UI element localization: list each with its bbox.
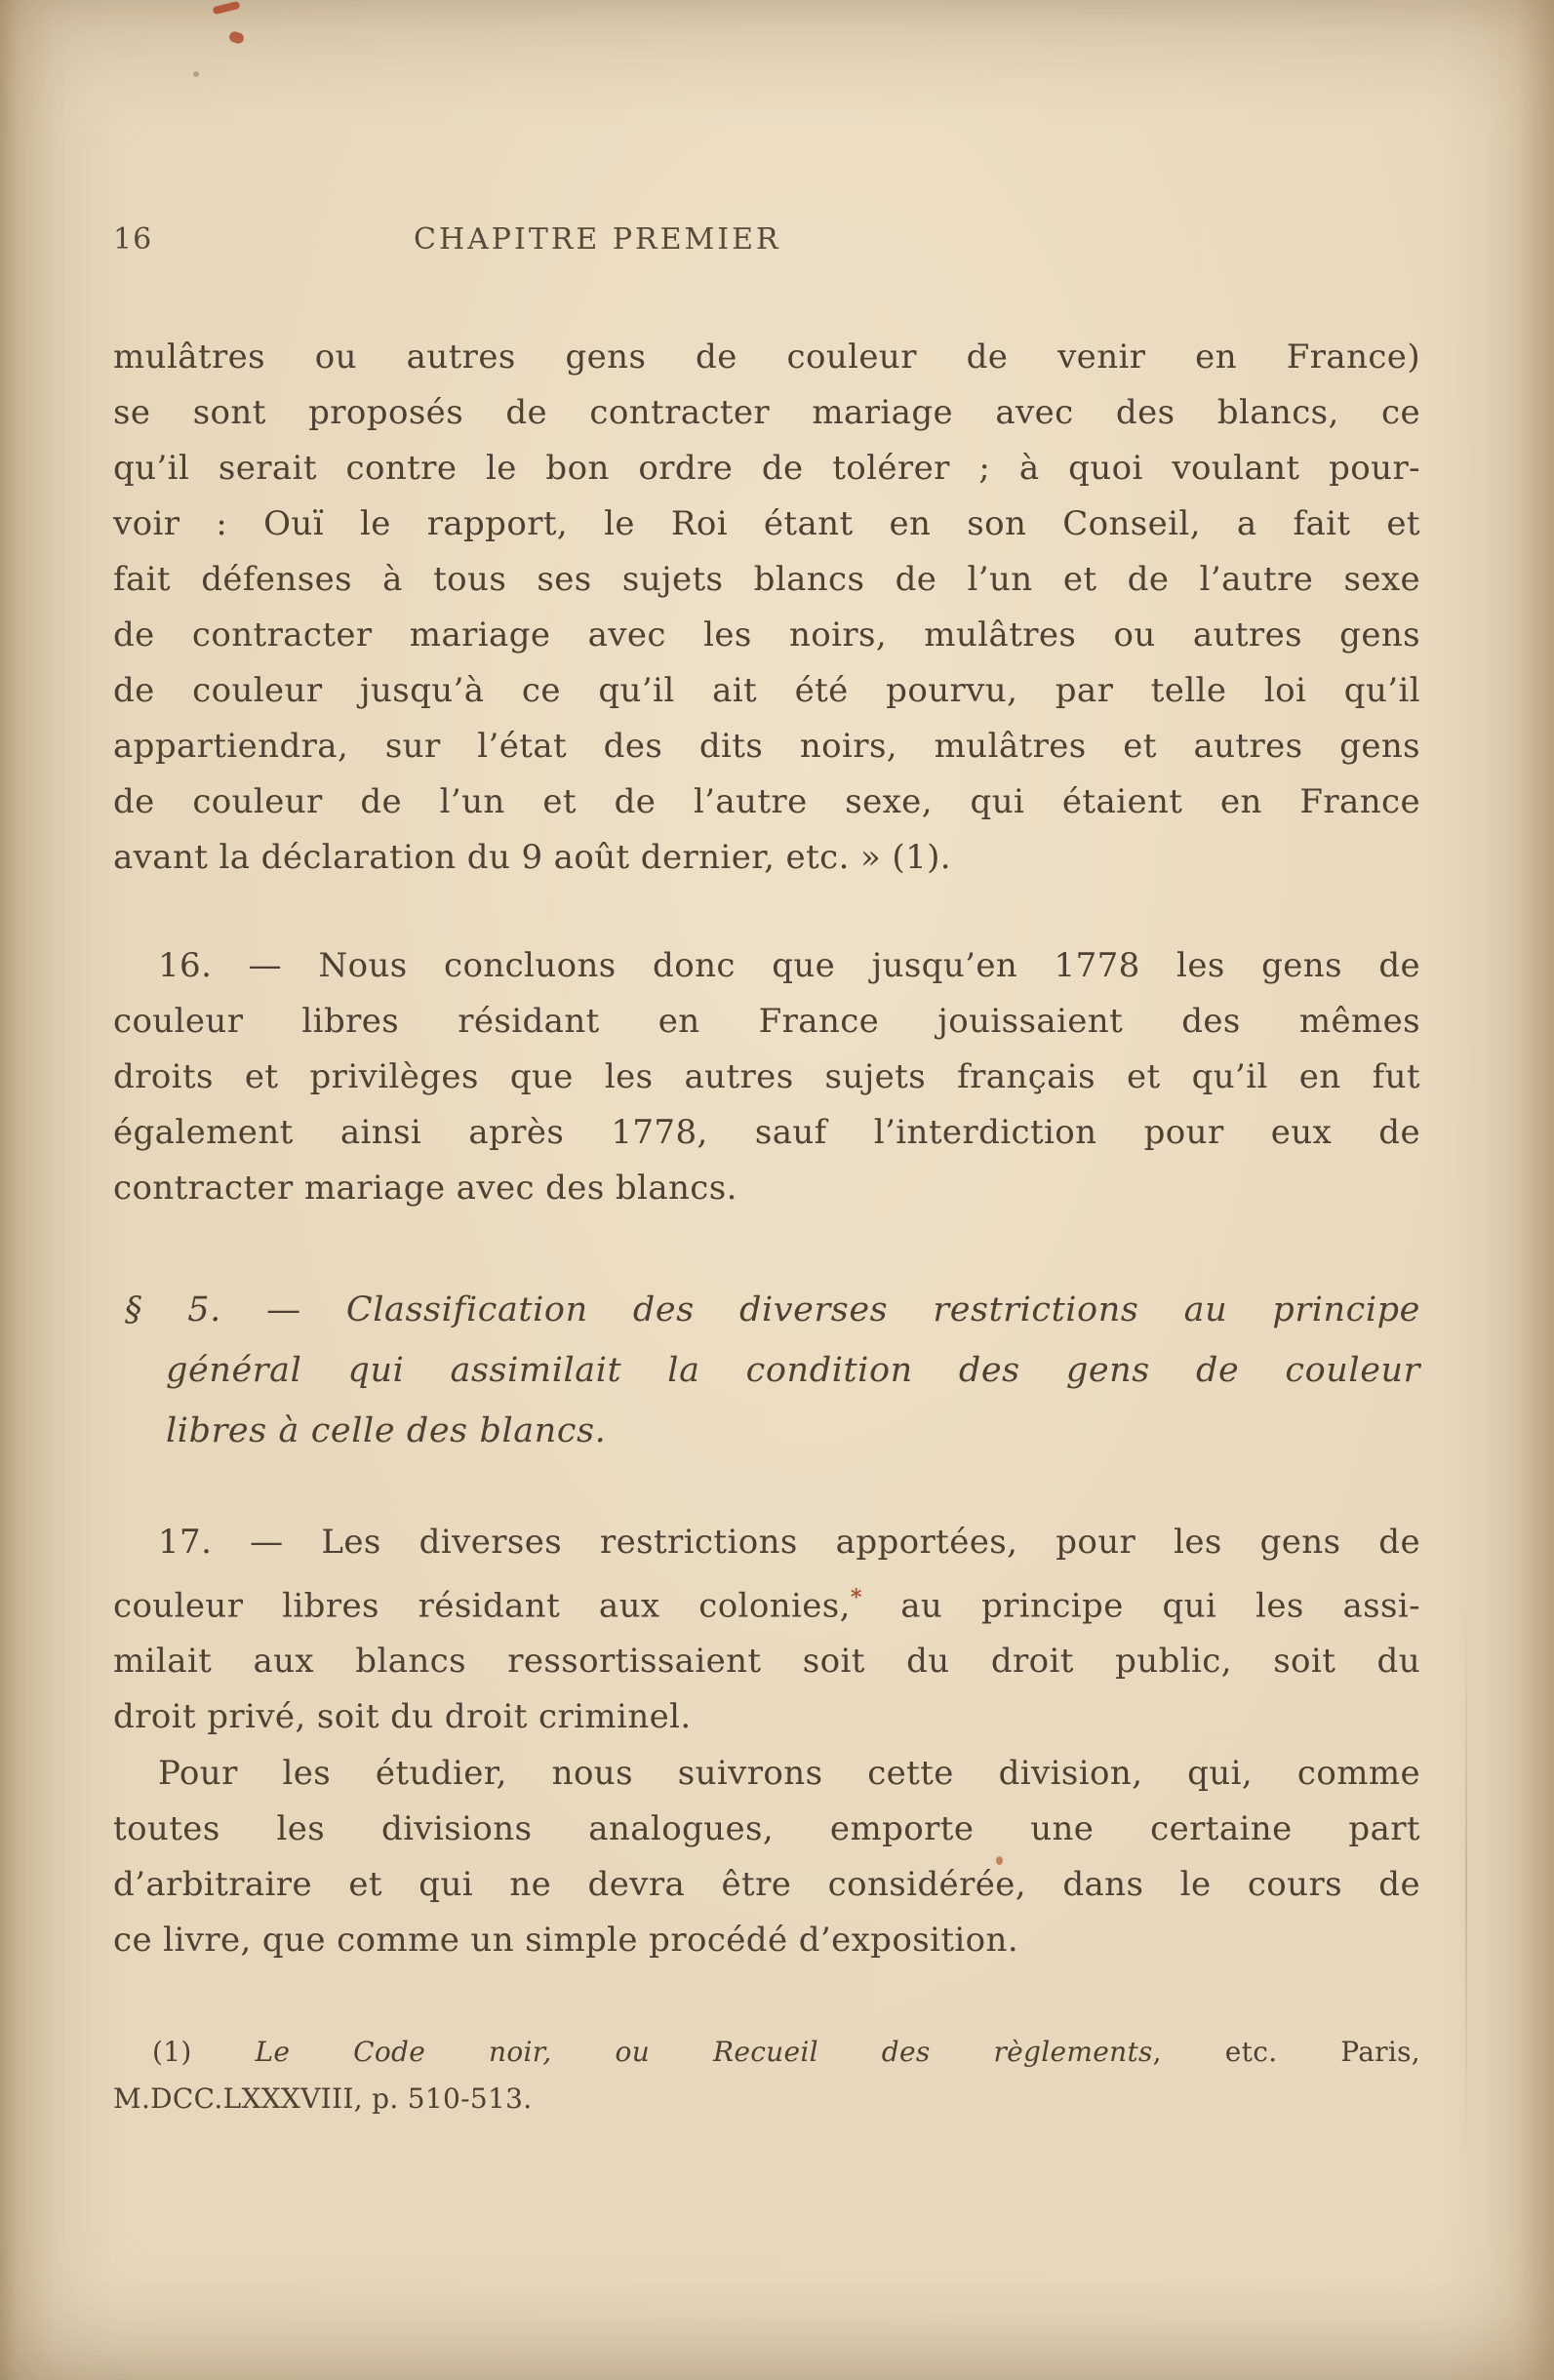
text-line: toutes les divisions analogues, emporte une certaine part — [113, 1809, 1420, 1848]
red-pencil-mark — [228, 30, 246, 45]
text-line: qu’il serait contre le bon ordre de tolérer ; à quoi voulant pour- — [113, 449, 1420, 488]
red-pencil-mark — [212, 1, 240, 16]
running-title: CHAPITRE PREMIER — [414, 222, 781, 257]
text-line: fait défenses à tous ses sujets blancs de l’un et de l’autre sexe — [113, 560, 1420, 599]
paragraph-17 — [113, 1515, 1420, 1745]
text-line: avant la déclaration du 9 août dernier, etc. » (1). — [113, 838, 951, 877]
footnote-line: M.DCC.LXXXVIII, p. 510-513. — [113, 2082, 533, 2115]
footnote-line — [113, 2029, 1420, 2076]
text-line: Pour les étudier, nous suivrons cette division, qui, comme — [158, 1754, 1420, 1793]
text-line: ce livre, que comme un simple procédé d’exposition. — [113, 1921, 1019, 1960]
text-line: voir : Ouï le rapport, le Roi étant en son Conseil, a fait et — [113, 504, 1420, 543]
text-line: de couleur de l’un et de l’autre sexe, qui étaient en France — [113, 782, 1420, 821]
red-asterisk-mark: * — [850, 1585, 862, 1610]
text-segment: au principe qui les assi- — [861, 1586, 1420, 1626]
text-line: droits et privilèges que les autres sujets français et qu’il en fut — [113, 1057, 1420, 1096]
paper-crease — [1465, 1609, 1467, 2156]
text-segment: couleur libres résidant aux colonies, — [113, 1586, 851, 1626]
text-line: milait aux blancs ressortissaient soit du droit public, soit du — [113, 1642, 1420, 1682]
text-line: de contracter mariage avec les noirs, mulâtres ou autres gens — [113, 615, 1420, 654]
heading-line: libres à celle des blancs. — [166, 1411, 607, 1450]
text-line: 16. — Nous concluons donc que jusqu’en 1778 les gens de — [158, 946, 1420, 985]
text-line — [113, 1570, 1420, 1634]
section-5-heading — [113, 1280, 1420, 1461]
footnote-number: (1) — [152, 2036, 256, 2068]
footnote — [113, 2029, 1420, 2122]
running-head — [113, 222, 1420, 261]
paper-speck — [193, 71, 199, 77]
heading-line: général qui assimilait la condition des gens de couleur — [166, 1351, 1420, 1390]
text-line: se sont proposés de contracter mariage avec des blancs, ce — [113, 393, 1420, 432]
paragraph-16 — [113, 938, 1420, 1216]
footnote-title: Le Code noir, ou Recueil des règlements — [255, 2036, 1153, 2068]
text-line: de couleur jusqu’à ce qu’il ait été pourvu, par telle loi qu’il — [113, 671, 1420, 710]
text-line: mulâtres ou autres gens de couleur de venir en France) — [113, 337, 1420, 377]
text-line: couleur libres résidant en France jouissaient des mêmes — [113, 1002, 1420, 1041]
text-line: également ainsi après 1778, sauf l’interdiction pour eux de — [113, 1113, 1420, 1152]
footnote-rest: , etc. Paris, — [1152, 2036, 1420, 2068]
text-line: d’arbitraire et qui ne devra être considérée, dans le cours de — [113, 1865, 1420, 1904]
paragraph-18 — [113, 1746, 1420, 1968]
page-number: 16 — [113, 222, 153, 257]
heading-line: § 5. — Classification des diverses restrictions au principe — [125, 1290, 1420, 1329]
text-line: 17. — Les diverses restrictions apportées, pour les gens de — [158, 1523, 1420, 1562]
text-line: contracter mariage avec des blancs. — [113, 1169, 737, 1208]
text-line: appartiendra, sur l’état des dits noirs, mulâtres et autres gens — [113, 727, 1420, 766]
text-line: droit privé, soit du droit criminel. — [113, 1697, 692, 1737]
quoted-ordinance-paragraph — [113, 330, 1420, 886]
